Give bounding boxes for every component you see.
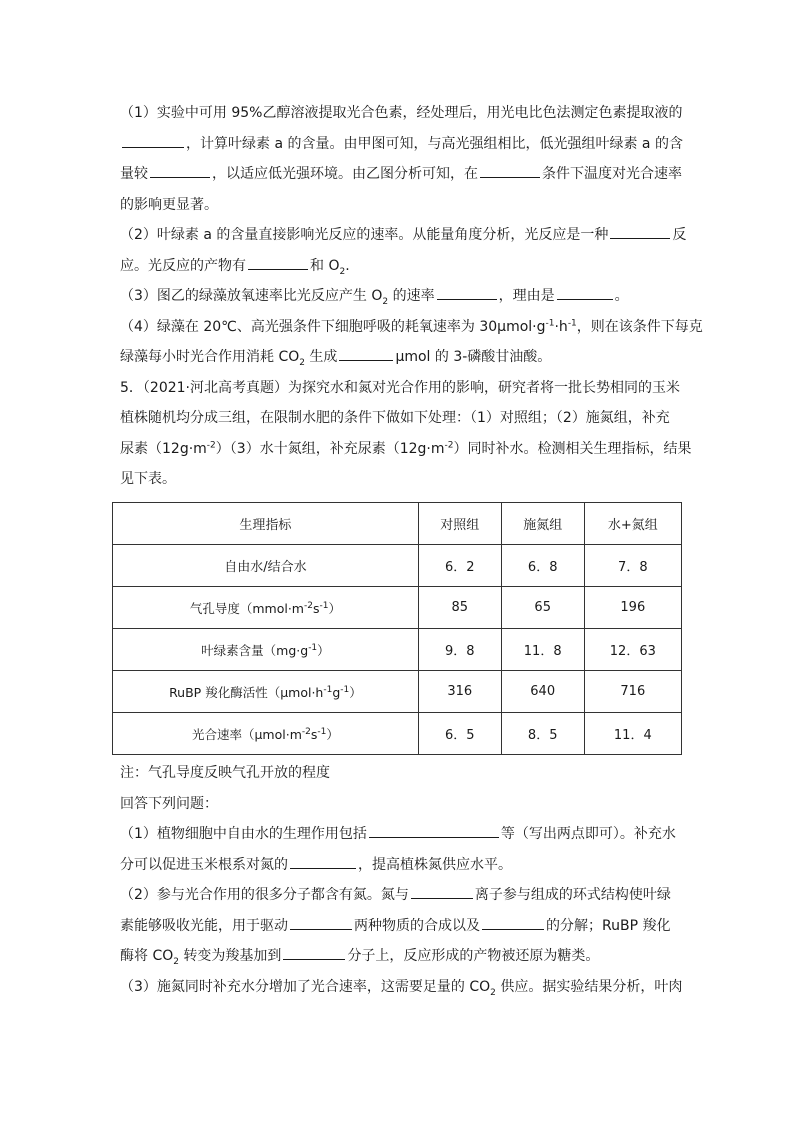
text-line xyxy=(120,220,687,251)
text: （4）绿藻在 20℃、高光强条件下细胞呼吸的耗氧速率为 30μmol·g xyxy=(120,318,546,335)
text-line xyxy=(120,190,680,221)
text: 注：气孔导度反映气孔开放的程度 xyxy=(120,765,330,781)
text: 和 O xyxy=(310,257,340,274)
text-line xyxy=(120,911,680,942)
table-cell: 6．8 xyxy=(501,545,584,587)
text: （2）参与光合作用的很多分子都含有氮。氮与 xyxy=(120,887,409,903)
table-header: 施氮组 xyxy=(501,503,584,545)
text: 5．（2021·河北高考真题）为探究水和氮对光合作用的影响，研究者将一批长势相同的玉米 xyxy=(120,379,680,396)
text-line xyxy=(120,342,680,373)
text: 光合速率（μmol·m xyxy=(191,726,302,742)
text-line xyxy=(120,434,692,465)
physiology-table xyxy=(112,502,682,755)
answer-blank[interactable] xyxy=(557,282,613,300)
subscript: 2 xyxy=(339,266,346,277)
text-line xyxy=(120,789,680,820)
text-line xyxy=(120,464,680,495)
table-cell: 65 xyxy=(501,587,584,629)
text-line xyxy=(120,251,680,282)
text-line xyxy=(120,373,680,404)
table-row xyxy=(113,629,682,671)
text: ，理由是 xyxy=(498,288,555,304)
superscript: -2 xyxy=(444,439,454,450)
text: ，则在该条件下每克 xyxy=(576,318,703,335)
text: 转变为羧基加到 xyxy=(178,948,282,964)
text: 酶将 CO xyxy=(120,948,174,964)
text: 的分解；RuBP 羧化 xyxy=(546,917,671,934)
superscript: -1 xyxy=(567,317,577,328)
text: 绿藻每小时光合作用消耗 CO xyxy=(120,349,300,365)
subscript: 2 xyxy=(173,956,179,967)
table-row xyxy=(113,671,682,713)
text: 叶绿素含量（mg·g xyxy=(201,642,309,658)
text-line xyxy=(120,98,683,129)
text: ）同时补水。检测相关生理指标，结果 xyxy=(453,440,692,457)
superscript: -2 xyxy=(301,726,311,737)
text-line xyxy=(120,403,680,434)
answer-blank[interactable] xyxy=(610,221,670,239)
subscript: 2 xyxy=(382,296,389,307)
text: 的速率 xyxy=(388,288,435,304)
table-row xyxy=(113,713,682,755)
text: 分子上，反应形成的产物被还原为糖类。 xyxy=(347,948,600,964)
text: 气孔导度（mmol·m xyxy=(189,600,304,616)
question-5-subquestions xyxy=(120,758,683,1002)
table-row xyxy=(113,545,682,587)
table-cell: 8．5 xyxy=(501,713,584,755)
superscript: -1 xyxy=(319,600,329,611)
text: 的影响更显著。 xyxy=(120,196,218,213)
text: ，提高植株氮供应水平。 xyxy=(358,856,512,873)
answer-blank[interactable] xyxy=(480,160,540,178)
text: 。 xyxy=(614,288,629,304)
table-row-label xyxy=(113,671,419,713)
superscript: -2 xyxy=(206,439,216,450)
table-cell: 6．2 xyxy=(418,545,501,587)
text: s xyxy=(310,726,318,742)
question-4-text xyxy=(120,98,703,495)
table-cell: 716 xyxy=(584,671,681,713)
text: . xyxy=(345,257,350,274)
text: g xyxy=(332,684,341,700)
text: 条件下温度对光合速率 xyxy=(542,166,682,182)
text: ） xyxy=(328,600,341,616)
table-cell: 85 xyxy=(418,587,501,629)
text: 等（写出两点即可）。补充水 xyxy=(500,826,676,842)
text: 生成 xyxy=(304,349,338,365)
text: 植株随机均分成三组，在限制水肥的条件下做如下处理：（1）对照组；（2）施氮组，补充 xyxy=(120,410,670,426)
superscript: -1 xyxy=(323,684,333,695)
text-line xyxy=(120,972,683,1003)
table-row xyxy=(113,587,682,629)
text: 见下表。 xyxy=(120,471,176,487)
text: （1）植物细胞中自由水的生理作用包括 xyxy=(120,826,367,842)
table-row-label xyxy=(113,587,419,629)
text: （3）图乙的绿藻放氧速率比光反应产生 O xyxy=(120,288,383,304)
answer-blank[interactable] xyxy=(482,912,544,930)
text: ，以适应低光强环境。由乙图分析可知，在 xyxy=(212,166,478,182)
table-cell: 316 xyxy=(418,671,501,713)
table-note xyxy=(120,758,680,789)
superscript: -1 xyxy=(308,642,318,653)
subscript: 2 xyxy=(299,357,305,368)
superscript: -1 xyxy=(545,317,555,328)
text: 量较 xyxy=(120,166,148,182)
text-line xyxy=(120,159,680,190)
text: 两种物质的合成以及 xyxy=(354,917,480,934)
text: s xyxy=(312,600,320,616)
text-line xyxy=(120,129,683,160)
subscript: 2 xyxy=(490,987,496,998)
superscript: -1 xyxy=(340,684,350,695)
answer-blank[interactable] xyxy=(150,160,210,178)
table-cell: 196 xyxy=(584,587,681,629)
text: 离子参与组成的环式结构使叶绿 xyxy=(474,887,671,903)
table-header-row xyxy=(113,503,682,545)
answer-blank[interactable] xyxy=(339,343,393,361)
table-cell: 640 xyxy=(501,671,584,713)
text: （1）实验中可用 95%乙醇溶液提取光合色素，经处理后，用光电比色法测定色素提取液的 xyxy=(120,105,683,121)
text-line xyxy=(120,312,703,343)
superscript: -1 xyxy=(317,726,327,737)
table-header: 水+氮组 xyxy=(584,503,681,545)
text: ）（3）水十氮组，补充尿素（12g·m xyxy=(215,440,445,457)
table-row-label xyxy=(113,629,419,671)
answer-blank[interactable] xyxy=(122,130,184,148)
answer-blank[interactable] xyxy=(290,912,352,930)
answer-blank[interactable] xyxy=(283,942,345,960)
text: 供应。据实验结果分析，叶肉 xyxy=(495,978,683,995)
text: ） xyxy=(326,726,339,742)
text: ·h xyxy=(554,318,568,335)
text-line xyxy=(120,941,680,972)
table-header: 生理指标 xyxy=(113,503,419,545)
text-line xyxy=(120,850,680,881)
text: 素能够吸收光能，用于驱动 xyxy=(120,917,288,934)
text: ） xyxy=(349,684,362,700)
text-line xyxy=(120,281,680,312)
text: （3）施氮同时补充水分增加了光合速率，这需要足量的 CO xyxy=(120,978,491,995)
text: 尿素（12g·m xyxy=(120,440,207,457)
text-line xyxy=(120,880,680,911)
table-cell: 9．8 xyxy=(418,629,501,671)
text: RuBP 羧化酶活性（μmol·h xyxy=(169,684,324,700)
answer-blank[interactable] xyxy=(369,820,499,838)
table-cell: 12．63 xyxy=(584,629,681,671)
text: 自由水/结合水 xyxy=(224,560,307,575)
answer-blank[interactable] xyxy=(411,881,473,899)
table-cell: 7．8 xyxy=(584,545,681,587)
text: ，计算叶绿素 a 的含量。由甲图可知，与高光强组相比，低光强组叶绿素 a 的含 xyxy=(186,135,683,152)
table-row-label xyxy=(113,545,419,587)
table-header: 对照组 xyxy=(418,503,501,545)
table-cell: 11．8 xyxy=(501,629,584,671)
text: 分可以促进玉米根系对氮的 xyxy=(120,856,288,873)
answer-blank[interactable] xyxy=(437,282,497,300)
text: 回答下列问题： xyxy=(120,795,218,812)
table-cell: 6．5 xyxy=(418,713,501,755)
superscript: -2 xyxy=(303,600,313,611)
table-cell: 11．4 xyxy=(584,713,681,755)
text-line xyxy=(120,819,680,850)
answer-blank[interactable] xyxy=(290,851,356,869)
text: μmol 的 3-磷酸甘油酸。 xyxy=(395,349,552,365)
text: （2）叶绿素 a 的含量直接影响光反应的速率。从能量角度分析，光反应是一种 xyxy=(120,227,609,243)
text: 反 xyxy=(672,227,687,243)
table-row-label xyxy=(113,713,419,755)
text: ） xyxy=(317,642,330,658)
text: 应。光反应的产物有 xyxy=(120,257,246,274)
answer-blank[interactable] xyxy=(248,252,308,270)
